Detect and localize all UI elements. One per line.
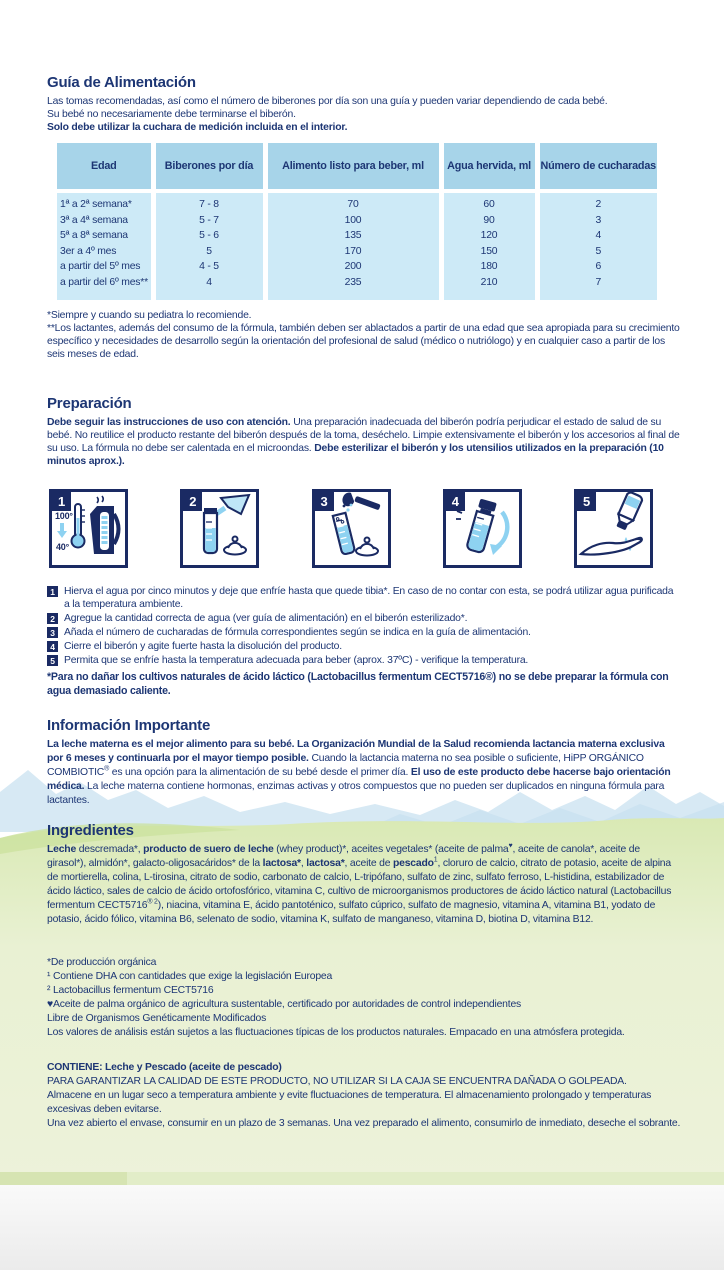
column-header: Número de cucharadas <box>537 143 657 191</box>
preparation-illustrations <box>49 489 653 568</box>
preparation-warning-note: *Para no dañar los cultivos naturales de ácido láctico (Lactobacillus fermentum CECT5716®) no se debe preparar la fórmula con agua demasiado caliente. <box>47 671 669 697</box>
cell: 150 <box>441 244 537 260</box>
cell: 70 <box>265 191 441 213</box>
cell: 3ª a 4ª semana <box>57 213 153 229</box>
cell: 4 <box>537 228 657 244</box>
step-1-text: Hierva el agua por cinco minutos y deje que enfríe hasta que quede tibia*. En caso de no contar con esta, se podrá utilizar agua purificada a la temperatura ambiente. <box>64 586 674 610</box>
ingredients-footnote: ¹ Contiene DHA con cantidades que exige la legislación Europea <box>47 970 333 982</box>
ingredients-footnote: ² Lactobacillus fermentum CECT5716 <box>47 984 214 996</box>
feeding-guide-heading: Guía de Alimentación <box>47 74 196 91</box>
step-3-badge: 3 <box>47 627 58 638</box>
step-5-text: Permita que se enfríe hasta la temperatura adecuada para beber (aprox. 37ºC) - verifique la temperatura. <box>64 655 529 666</box>
storage-section <box>47 1061 681 1131</box>
step-4-illustration-badge: 4 <box>446 492 465 511</box>
column-header: Biberones por día <box>153 143 265 191</box>
cell: 120 <box>441 228 537 244</box>
cell: 170 <box>265 244 441 260</box>
step-3-illustration-badge: 3 <box>315 492 334 511</box>
ingredients-section <box>47 822 681 926</box>
cell: 100 <box>265 213 441 229</box>
step-4-badge: 4 <box>47 641 58 652</box>
table-row <box>57 275 657 301</box>
cell: 5 - 7 <box>153 213 265 229</box>
feeding-guide-intro-line2: Su bebé no necesariamente debe terminarse el biberón. <box>47 109 296 120</box>
cell: 2 <box>537 191 657 213</box>
step-5-check-temperature-illustration <box>574 489 653 568</box>
feeding-guide-intro-line1: Las tomas recomendadas, así como el número de biberones por día son una guía y pueden variar dependiendo de cada bebé. <box>47 96 608 107</box>
cell: 5 <box>153 244 265 260</box>
quality-warning: PARA GARANTIZAR LA CALIDAD DE ESTE PRODUCTO, NO UTILIZAR SI LA CAJA SE ENCUENTRA DAÑADA O GOLPEADA. <box>47 1075 627 1087</box>
ingredients-footnote: Libre de Organismos Genéticamente Modificados <box>47 1012 267 1024</box>
ingredients-footnote: *De producción orgánica <box>47 957 157 968</box>
storage-instructions: Almacene en un lugar seco a temperatura ambiente y evite fluctuaciones de temperatura. El almacenamiento prolongado y temperaturas excesivas deben evitarse. <box>47 1089 652 1115</box>
table-row <box>57 259 657 275</box>
feeding-guide-table <box>57 143 657 300</box>
table-header-row <box>57 143 657 191</box>
cell: a partir del 6º mes** <box>57 275 153 301</box>
ingredients-footnote: ♥Aceite de palma orgánico de agricultura sustentable, certificado por autoridades de control independientes <box>47 998 522 1010</box>
column-header: Agua hervida, ml <box>441 143 537 191</box>
step-4-text: Cierre el biberón y agite fuerte hasta la disolución del producto. <box>64 641 342 652</box>
cell: 7 <box>537 275 657 301</box>
step-1-illustration-badge: 1 <box>52 492 71 511</box>
cell: 4 <box>153 275 265 301</box>
important-info-heading: Información Importante <box>47 717 211 734</box>
cell: 7 - 8 <box>153 191 265 213</box>
step-2-illustration-badge: 2 <box>183 492 202 511</box>
step-1 <box>47 585 681 611</box>
svg-text:100°: 100° <box>55 511 73 521</box>
cell: 1ª a 2ª semana* <box>57 191 153 213</box>
column-header: Edad <box>57 143 153 191</box>
ingredients-footnotes <box>47 956 681 1039</box>
important-info-body: La leche materna es el mejor alimento para su bebé. La Organización Mundial de la Salud recomienda lactancia materna exclusiva por 6 meses y continuarla por el mayor tiempo posible. Cuando la lactancia materna no sea posible o suficiente, HiPP ORGÁNICO COMBIOTIC® es una opción para la alimentación de su bebé desde el primer día. El uso de este producto debe hacerse bajo orientación médica. La leche materna contiene hormonas, enzimas activas y otros compuestos que no pueden ser duplicados en ninguna fórmula para lactantes. <box>47 739 671 806</box>
table-row <box>57 228 657 244</box>
cell: 90 <box>441 213 537 229</box>
cell: 5 - 6 <box>153 228 265 244</box>
cell: 135 <box>265 228 441 244</box>
step-3-text: Añada el número de cucharadas de fórmula correspondientes según se indica en la guía de alimentación. <box>64 627 531 638</box>
step-5 <box>47 654 681 667</box>
step-4-shake-bottle-illustration <box>443 489 522 568</box>
step-2 <box>47 612 681 625</box>
step-5-illustration-badge: 5 <box>577 492 596 511</box>
ingredients-footnote: Los valores de análisis están sujetos a las fluctuaciones típicas de los productos naturales. Empacado en una atmósfera protegida. <box>47 1026 625 1038</box>
step-2-add-water-illustration <box>180 489 259 568</box>
cell: 60 <box>441 191 537 213</box>
preparation-intro: Debe seguir las instrucciones de uso con atención. Una preparación inadecuada del biberón podría perjudicar el estado de salud de su bebé. No reutilice el producto restante del biberón después de la toma, deséchelo. Limpie extensivamente el biberón y los accesorios al final de su uso. La fórmula no debe ser calentada en el microondas. Debe esterilizar el biberón y los utensilios utilizados en la preparación (10 minutos aprox.). <box>47 417 680 467</box>
ingredients-heading: Ingredientes <box>47 822 134 839</box>
cell: 5 <box>537 244 657 260</box>
preparation-section <box>47 395 681 468</box>
column-header: Alimento listo para beber, ml <box>265 143 441 191</box>
step-3 <box>47 626 681 639</box>
cell: 4 - 5 <box>153 259 265 275</box>
cell: 6 <box>537 259 657 275</box>
cell: 210 <box>441 275 537 301</box>
step-1-boil-water-illustration <box>49 489 128 568</box>
table-row <box>57 213 657 229</box>
cell: 5ª a 8ª semana <box>57 228 153 244</box>
cell: 3 <box>537 213 657 229</box>
step-5-badge: 5 <box>47 655 58 666</box>
ingredients-body: Leche descremada*, producto de suero de leche (whey product)*, aceites vegetales* (aceite de palma♥, aceite de canola*, aceite de girasol*), almidón*, galacto-oligosacáridos* de la lactosa*, lactosa*, aceite de pescado$^1$, cloruro de calcio, citrato de potasio, aceite de alpina de mortierella, colina, L-tirosina, citrato de sodio, carbonato de calcio, L-tripófano, sulfato de zinc, sulfato ferroso, L-histidina, estabilizador de ácido láctico, sales de calcio de ácido ortofosfórico, vitamina C, cultivo de microorganismos productores de ácido láctico natural (Lactobacillus fermentum $CECT5716^{® 2}$), niacina, vitamina E, ácido pantoténico, sulfato cúprico, sulfato de magnesio, vitamina A, vitamina B1, yodato de potasio, ácido fólico, vitamina B6, selenato de sodio, vitamina K, sulfato de manganeso, vitamina D, biotina D, vitamina B12. <box>47 842 672 925</box>
preparation-heading: Preparación <box>47 395 132 412</box>
cell: a partir del 5º mes <box>57 259 153 275</box>
svg-text:40°: 40° <box>56 542 70 552</box>
step-2-text: Agregue la cantidad correcta de agua (ver guía de alimentación) en el biberón esterilizado*. <box>64 613 468 624</box>
table-footnote-1: *Siempre y cuando su pediatra lo recomiende. <box>47 310 252 321</box>
preparation-steps <box>47 585 681 698</box>
cell: 235 <box>265 275 441 301</box>
consumption-instructions: Una vez abierto el envase, consumir en un plazo de 3 semanas. Una vez preparado el alimento, consumirlo de inmediato, deseche el sobrante. <box>47 1117 681 1129</box>
table-row <box>57 244 657 260</box>
step-4 <box>47 640 681 653</box>
cell: 180 <box>441 259 537 275</box>
step-3-add-formula-illustration <box>312 489 391 568</box>
feeding-guide-intro-line3: Solo debe utilizar la cuchara de medición incluida en el interior. <box>47 122 348 133</box>
table-row <box>57 191 657 213</box>
important-info-section <box>47 717 681 808</box>
step-1-badge: 1 <box>47 586 58 597</box>
table-footnote-2: **Los lactantes, además del consumo de la fórmula, también deben ser ablactados a partir de una edad que sea apropiada para su crecimiento específico y necesidades de desarrollo según la orientación del profesional de salud (médico o nutriólogo) y en cualquier caso a partir de los seis meses de edad. <box>47 323 680 360</box>
cell: 3er a 4º mes <box>57 244 153 260</box>
contains-statement: CONTIENE: Leche y Pescado (aceite de pescado) <box>47 1062 282 1073</box>
feeding-guide-section <box>47 74 681 361</box>
step-2-badge: 2 <box>47 613 58 624</box>
cell: 200 <box>265 259 441 275</box>
